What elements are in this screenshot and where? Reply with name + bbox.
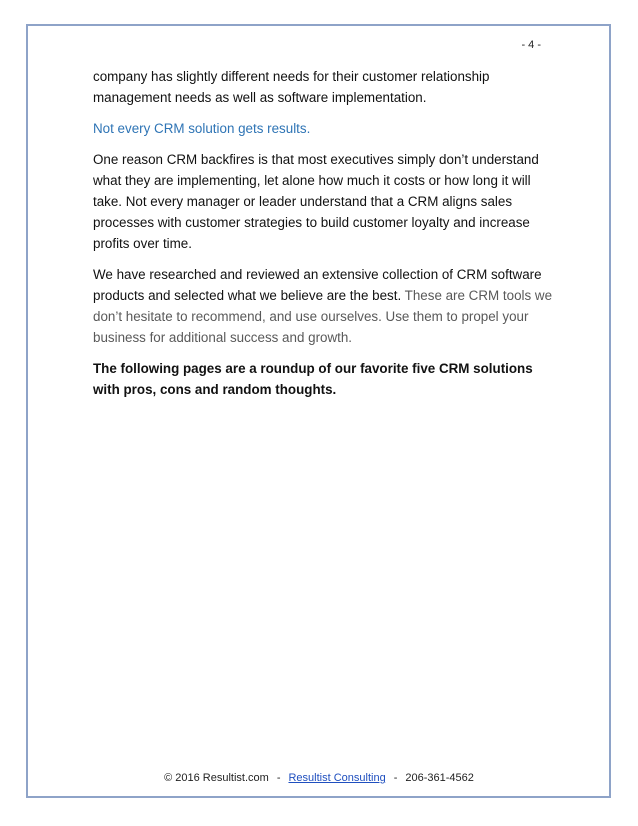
paragraph-crm-backfires: One reason CRM backfires is that most executives simply don’t understand what they are implementing, let alone how much it costs or how long it will take. Not every manager or leader understand that a CRM aligns sales processes with customer strategies to build customer loyalty and increase profits over time. — [93, 152, 539, 251]
footer-separator: - — [276, 772, 281, 784]
footer-separator: - — [393, 772, 398, 784]
page-footer — [0, 772, 638, 784]
footer-link-resultist-consulting[interactable]: Resultist Consulting — [288, 772, 386, 784]
paragraph-research-main: We have researched and reviewed an extensive collection of CRM software products and selected what we believe are the best. — [93, 267, 542, 303]
page-number: - 4 - — [521, 39, 541, 51]
paragraph-research-recommendation: These are CRM tools we don’t hesitate to recommend, and use ourselves. Use them to propel your business for additional success and growth. — [93, 288, 553, 345]
footer-copyright: © 2016 Resultist.com — [164, 772, 269, 784]
page-content — [93, 66, 553, 410]
section-heading: Not every CRM solution gets results. — [93, 121, 311, 136]
footer-phone: 206-361-4562 — [405, 772, 474, 784]
paragraph-roundup: The following pages are a roundup of our favorite five CRM solutions with pros, cons and random thoughts. — [93, 361, 533, 397]
paragraph-research — [93, 264, 553, 348]
paragraph-intro: company has slightly different needs for their customer relationship management needs as well as software implementation. — [93, 69, 490, 105]
